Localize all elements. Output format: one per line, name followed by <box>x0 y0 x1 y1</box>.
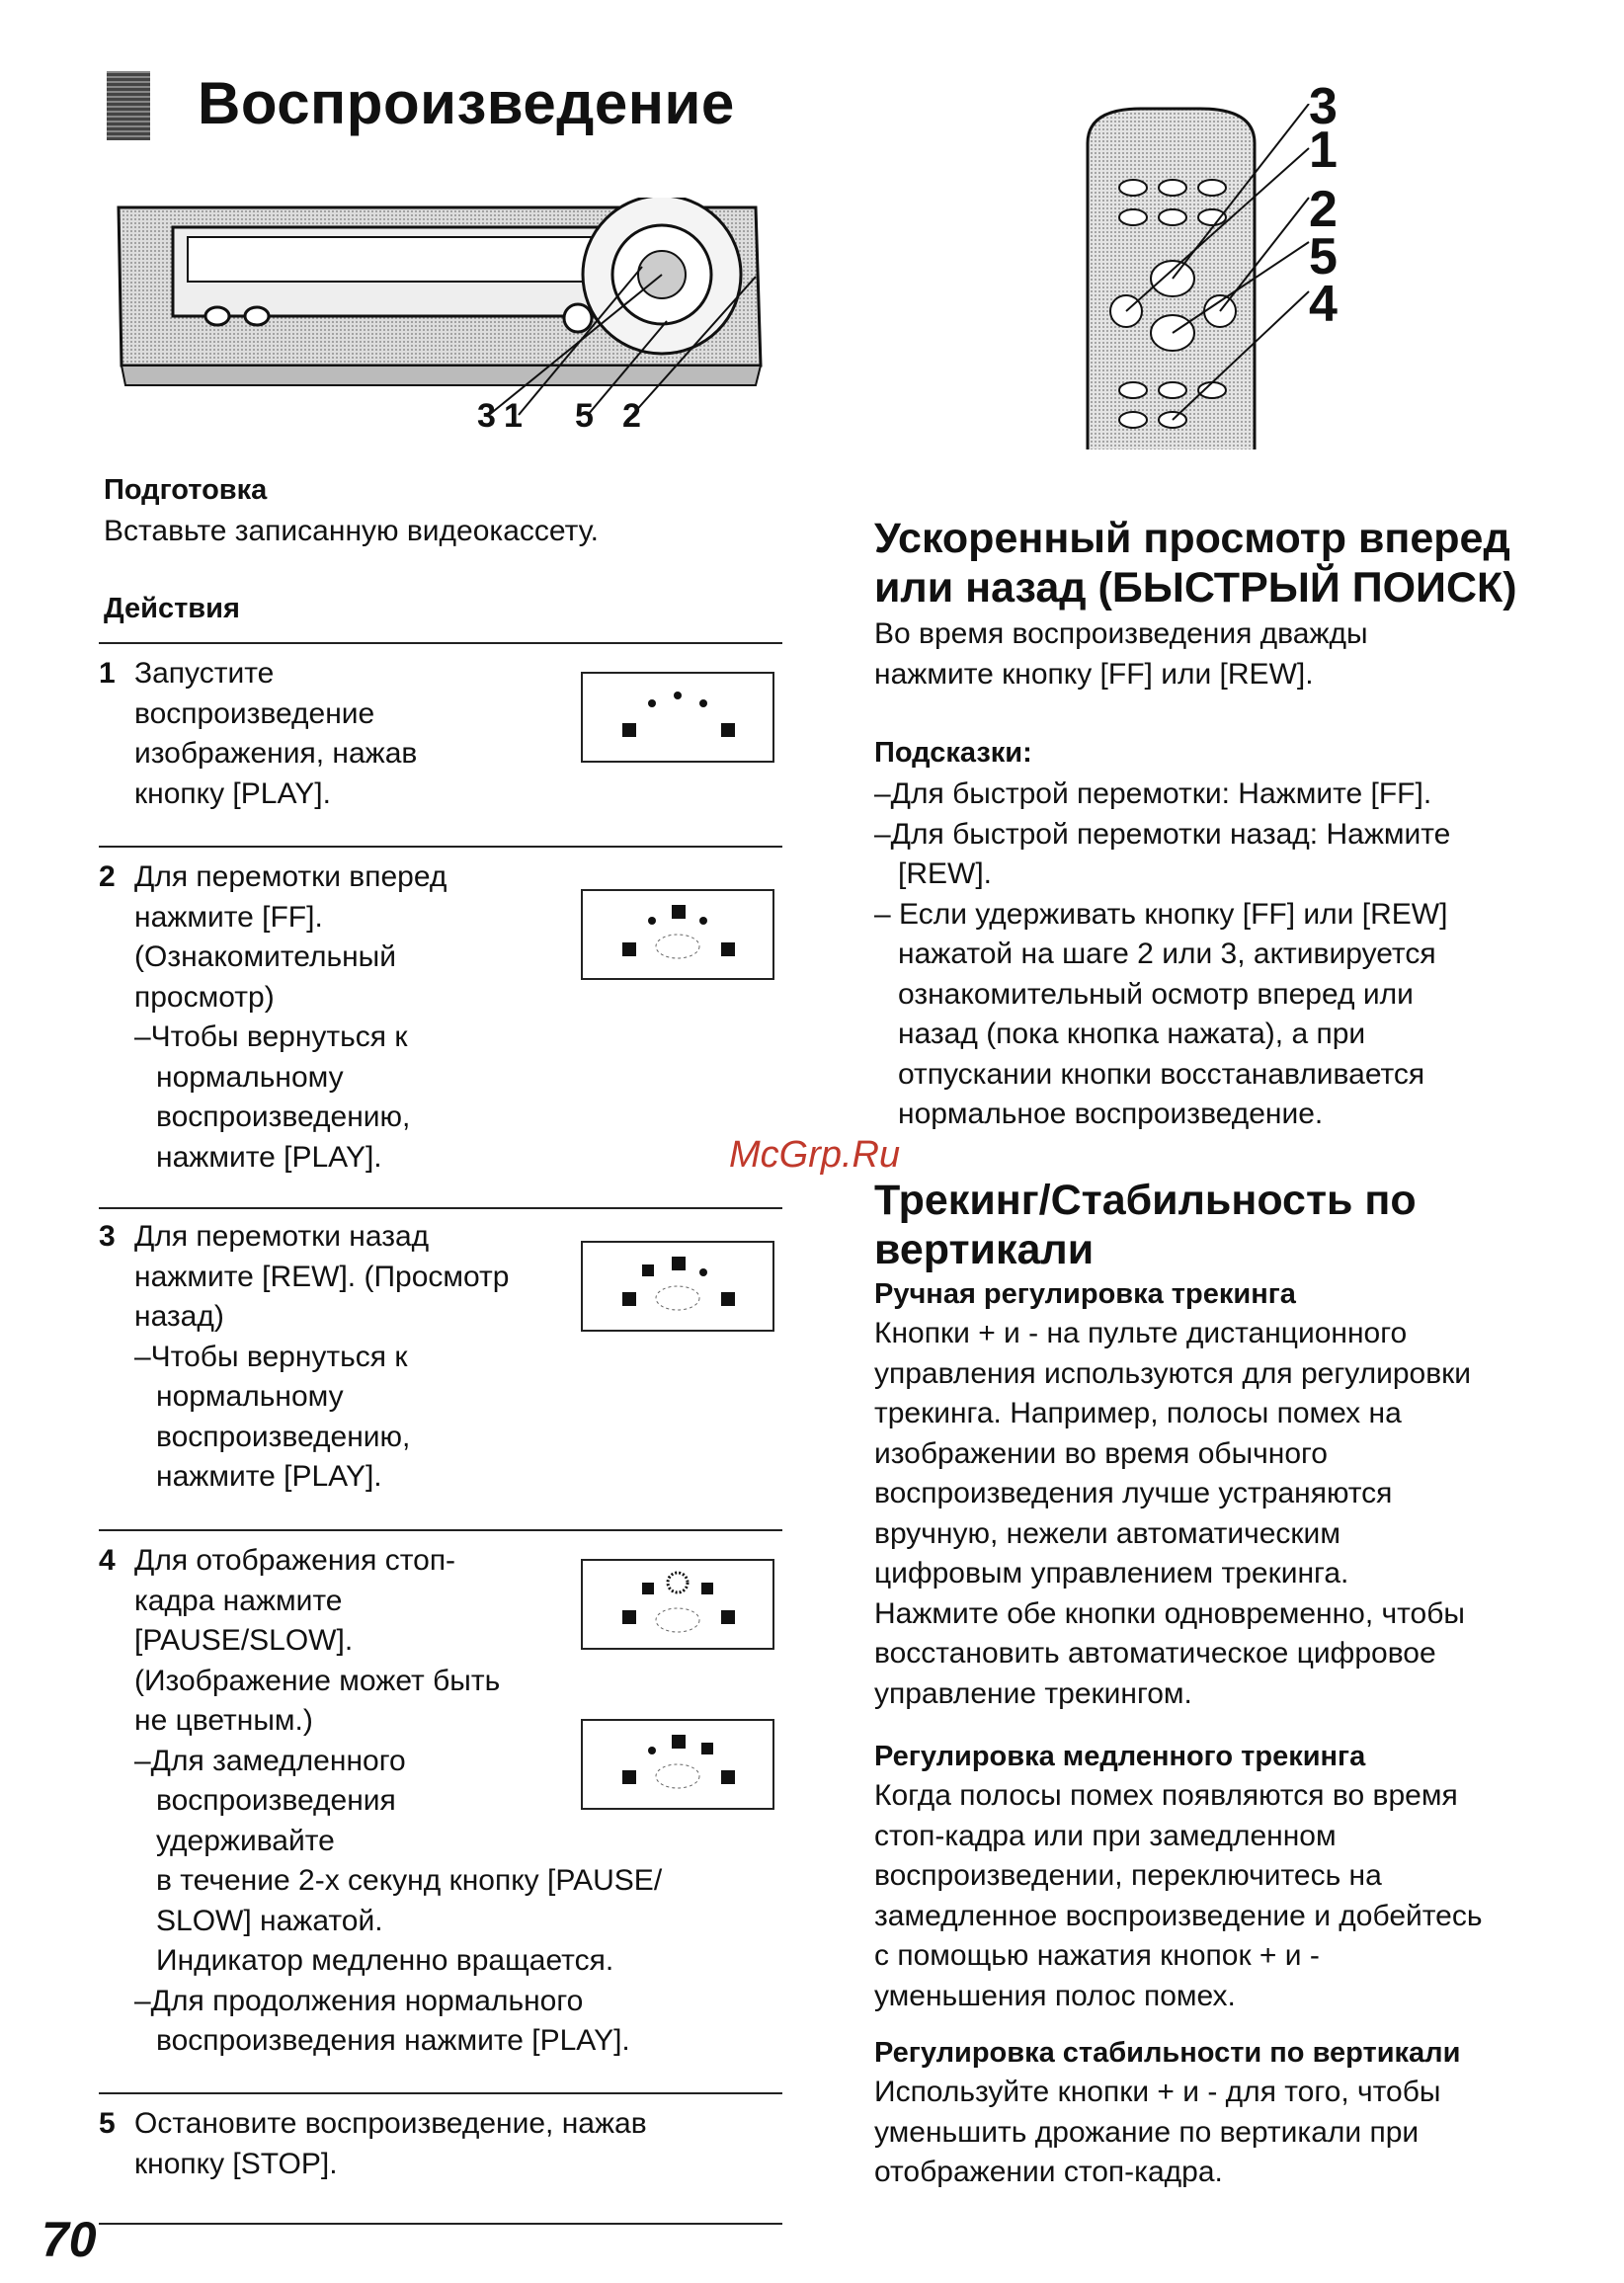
step-sub-line: воспроизведению, <box>156 1101 411 1133</box>
vcr-callout-5: 5 <box>575 397 594 435</box>
step-sub-line: воспроизведения <box>156 1784 396 1817</box>
remote-callout-1: 1 <box>1309 122 1338 179</box>
divider <box>99 1529 782 1531</box>
step-sub-line: в течение 2-х секунд кнопку [PAUSE/ <box>156 1864 663 1897</box>
step-line: (Изображение может быть <box>134 1664 501 1697</box>
step-number: 3 <box>99 1220 116 1253</box>
text-line: цифровым управлением трекинга. <box>874 1557 1349 1590</box>
actions-heading: Действия <box>104 593 240 624</box>
text-line: уменьшения полос помех. <box>874 1979 1236 2012</box>
divider <box>99 1207 782 1209</box>
step-sub-line: –Для замедленного <box>134 1744 406 1777</box>
step-line: Для отображения стоп- <box>134 1544 456 1577</box>
tips-heading: Подсказки: <box>874 737 1032 769</box>
slow-tracking-heading: Регулировка медленного трекинга <box>874 1741 1366 1772</box>
step-3 <box>99 1217 533 1498</box>
step-sub-line: воспроизведения нажмите [PLAY]. <box>156 2024 630 2057</box>
tip-line: нормальное воспроизведение. <box>898 1098 1324 1130</box>
step-5 <box>99 2104 751 2184</box>
preparation-heading: Подготовка <box>104 474 268 506</box>
step-line: нажмите [REW]. (Просмотр <box>134 1260 510 1293</box>
slow-tracking-text <box>874 1776 1566 2016</box>
manual-tracking-text <box>874 1314 1566 1714</box>
vcr-callout-2: 2 <box>622 397 641 435</box>
step-line: Остановите воспроизведение, нажав <box>134 2107 647 2140</box>
text-line: стоп-кадра или при замедленном <box>874 1819 1337 1852</box>
step-line: назад) <box>134 1300 224 1333</box>
play-indicator <box>581 672 774 763</box>
vcr-illustration <box>114 198 766 435</box>
text-line: восстановить автоматическое цифровое <box>874 1637 1436 1670</box>
step-4 <box>99 1541 663 2062</box>
search-heading-line: Ускоренный просмотр вперед <box>874 515 1510 562</box>
text-line: изображении во время обычного <box>874 1436 1328 1470</box>
tip-line: [REW]. <box>898 857 992 890</box>
manual-tracking-heading: Ручная регулировка трекинга <box>874 1278 1296 1310</box>
tip-line: –Для быстрой перемотки: Нажмите [FF]. <box>874 777 1432 810</box>
watermark: McGrp.Ru <box>729 1134 901 1176</box>
step-line: (Ознакомительный <box>134 940 396 973</box>
step-sub-line: –Чтобы вернуться к <box>134 1020 408 1053</box>
vertical-stability-text <box>874 2073 1566 2193</box>
tip-line: ознакомительный осмотр вперед или <box>898 977 1414 1011</box>
page-title: Воспроизведение <box>198 70 735 136</box>
step-sub-line: нажмите [PLAY]. <box>156 1140 382 1174</box>
step-sub-line: нормальному <box>156 1060 344 1094</box>
step-line: кнопку [PLAY]. <box>134 776 331 810</box>
step-line: [PAUSE/SLOW]. <box>134 1624 354 1657</box>
remote-callout-3: 3 <box>1309 78 1338 135</box>
remote-callout-2: 2 <box>1309 181 1338 238</box>
step-number: 5 <box>99 2107 116 2140</box>
search-heading-line: или назад (БЫСТРЫЙ ПОИСК) <box>874 564 1517 612</box>
tip-line: –Для быстрой перемотки назад: Нажмите <box>874 817 1451 851</box>
step-line: воспроизведение <box>134 696 375 730</box>
step-sub-line: нажмите [PLAY]. <box>156 1460 382 1493</box>
tracking-heading <box>874 1176 1417 1274</box>
divider <box>99 2092 782 2094</box>
step-number: 4 <box>99 1544 116 1577</box>
text-line: замедленное воспроизведение и добейтесь <box>874 1899 1483 1932</box>
text-line: вручную, нежели автоматическим <box>874 1516 1340 1550</box>
step-line: кадра нажмите <box>134 1584 343 1617</box>
step-line: Для перемотки назад <box>134 1220 430 1253</box>
text-line: трекинга. Например, полосы помех на <box>874 1397 1402 1429</box>
ff-indicator <box>581 889 774 980</box>
step-sub-line: –Чтобы вернуться к <box>134 1340 408 1373</box>
step-line: кнопку [STOP]. <box>134 2147 338 2180</box>
text-line: уменьшить дрожание по вертикали при <box>874 2115 1420 2149</box>
remote-callout-5: 5 <box>1309 228 1338 285</box>
text-line: управления используются для регулировки <box>874 1356 1472 1390</box>
search-text <box>874 614 1566 694</box>
tip-line: отпускании кнопки восстанавливается <box>898 1057 1425 1091</box>
step-line: не цветным.) <box>134 1704 313 1737</box>
text-line: с помощью нажатия кнопок + и - <box>874 1939 1320 1972</box>
text-line: воспроизведении, переключитесь на <box>874 1859 1382 1892</box>
vertical-stability-heading: Регулировка стабильности по вертикали <box>874 2037 1461 2069</box>
tips-list <box>874 775 1566 1135</box>
tracking-heading-line: вертикали <box>874 1226 1095 1273</box>
step-number: 2 <box>99 860 116 893</box>
step-sub-line: удерживайте <box>156 1824 335 1857</box>
tip-line: – Если удерживать кнопку [FF] или [REW] <box>874 897 1448 931</box>
title-marker <box>107 71 150 140</box>
step-line: изображения, нажав <box>134 737 418 770</box>
step-sub-line: –Для продолжения нормального <box>134 1984 584 2017</box>
vcr-callout-3: 3 <box>477 397 496 435</box>
step-line: просмотр) <box>134 980 275 1014</box>
step-sub-line: нормальному <box>156 1380 344 1413</box>
step-line: Для перемотки вперед <box>134 860 447 893</box>
rew-indicator <box>581 1241 774 1332</box>
vcr-callout-1: 1 <box>504 397 523 435</box>
step-1 <box>99 654 533 814</box>
step-number: 1 <box>99 657 116 690</box>
step-sub-line: SLOW] нажатой. <box>156 1904 383 1937</box>
remote-illustration <box>1082 104 1319 449</box>
text-line: воспроизведения лучше устраняются <box>874 1477 1393 1509</box>
tracking-heading-line: Трекинг/Стабильность по <box>874 1177 1417 1224</box>
text-line: Нажмите обе кнопки одновременно, чтобы <box>874 1596 1465 1630</box>
slow-indicator <box>581 1719 774 1810</box>
search-text-line: Во время воспроизведения дважды <box>874 617 1368 650</box>
text-line: Кнопки + и - на пульте дистанционного <box>874 1317 1408 1349</box>
divider <box>99 846 782 848</box>
remote-callout-4: 4 <box>1309 276 1338 333</box>
text-line: управление трекингом. <box>874 1676 1192 1710</box>
divider <box>99 642 782 644</box>
text-line: Используйте кнопки + и - для того, чтобы <box>874 2076 1441 2108</box>
preparation-text: Вставьте записанную видеокассету. <box>104 515 599 547</box>
search-text-line: нажмите кнопку [FF] или [REW]. <box>874 657 1314 691</box>
tip-line: назад (пока кнопка нажата), а при <box>898 1018 1366 1050</box>
step-sub-line: воспроизведению, <box>156 1420 411 1453</box>
step-line: нажмите [FF]. <box>134 900 323 934</box>
tip-line: нажатой на шаге 2 или 3, активируется <box>898 938 1436 970</box>
step-sub-line: Индикатор медленно вращается. <box>156 1944 614 1977</box>
page-number: 70 <box>41 2212 97 2267</box>
step-2 <box>99 857 533 1178</box>
step-line: Запустите <box>134 657 275 690</box>
divider <box>99 2223 782 2225</box>
text-line: отображении стоп-кадра. <box>874 2156 1223 2188</box>
text-line: Когда полосы помех появляются во время <box>874 1779 1458 1812</box>
search-heading <box>874 514 1517 612</box>
pause-indicator <box>581 1559 774 1650</box>
